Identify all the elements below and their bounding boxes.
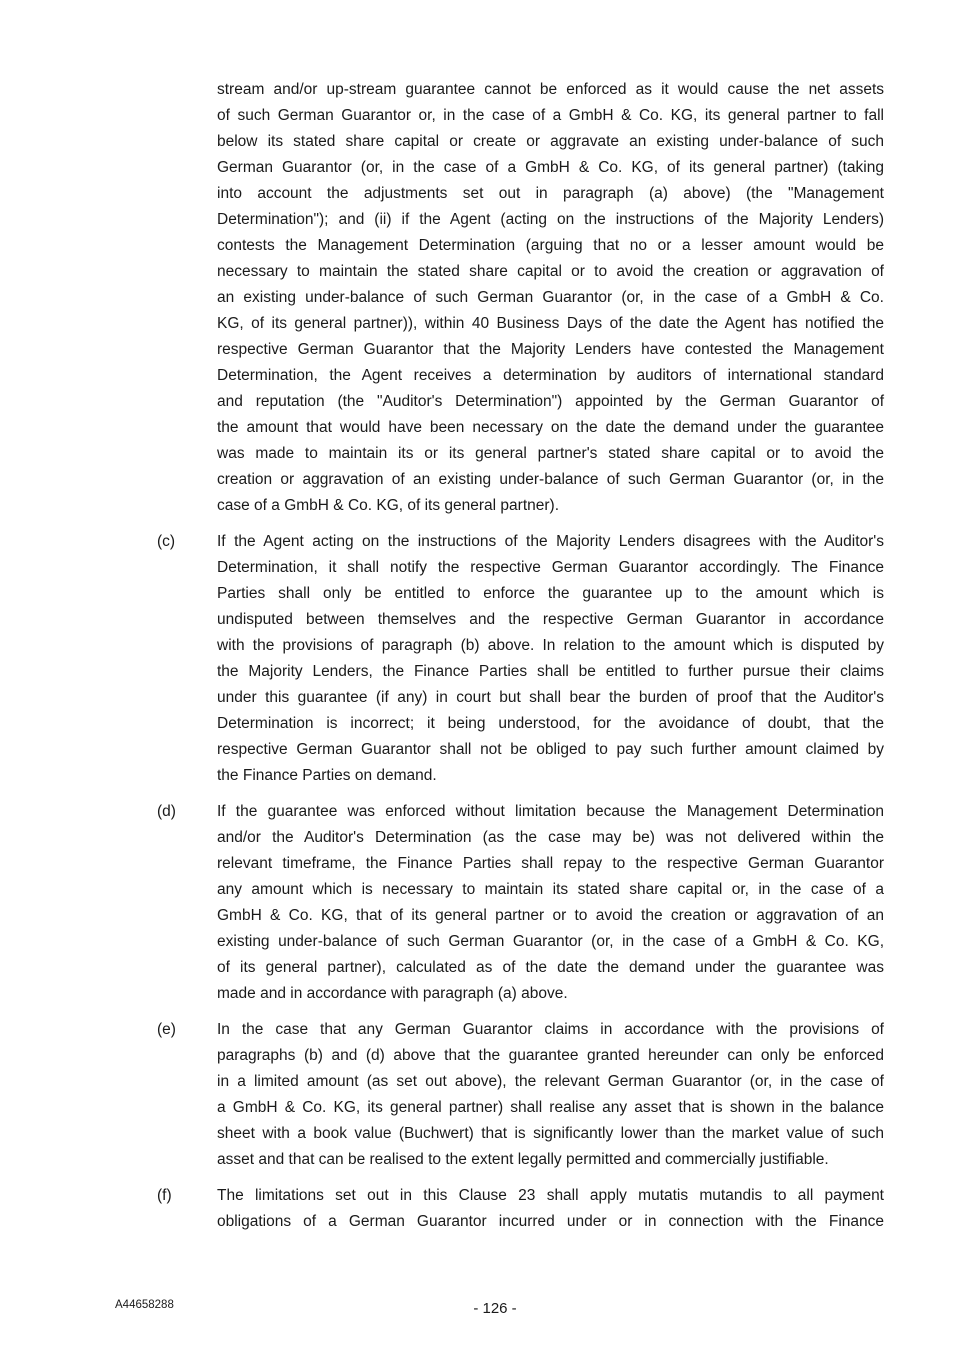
text-line: a GmbH & Co. KG, its general partner) shall realise any asset that is shown in the balance [217,1099,884,1116]
text-line: stream and/or up-stream guarantee cannot be enforced as it would cause the net assets [217,81,884,98]
text-line: asset and that can be realised to the extent legally permitted and commercially justifiable. [217,1151,829,1168]
text-line: in a limited amount (as set out above), the relevant German Guarantor (or, in the case of [217,1073,884,1090]
text-line: GmbH & Co. KG, that of its general partner or to avoid the creation or aggravation of an [217,907,884,924]
document-body [0,77,965,1245]
paragraph-label: (c) [157,533,176,550]
text-line: Determination, the Agent receives a determination by auditors of international standard [217,367,884,384]
clause-paragraph [0,1183,965,1235]
text-line: Determination"); and (ii) if the Agent (acting on the instructions of the Majority Lenders) [217,211,884,228]
text-line: relevant timeframe, the Finance Parties shall repay to the respective German Guarantor [217,855,884,872]
text-line: Determination is incorrect; it being understood, for the avoidance of doubt, that the [217,715,884,732]
text-line: below its stated share capital or create or aggravate an existing under-balance of such [217,133,884,150]
text-line: sheet with a book value (Buchwert) that is significantly lower than the market value of such [217,1125,884,1142]
text-line: In the case that any German Guarantor claims in accordance with the provisions of [217,1021,884,1038]
page-number: - 126 - [473,1300,517,1317]
text-line: with the provisions of paragraph (b) above. In relation to the amount which is disputed by [217,637,884,654]
text-line: the amount that would have been necessary on the date the demand under the guarantee [217,419,884,436]
text-line: under this guarantee (if any) in court but shall bear the burden of proof that the Auditor's [217,689,884,706]
text-line: necessary to maintain the stated share capital or to avoid the creation or aggravation of [217,263,884,280]
text-line: and/or the Auditor's Determination (as the case may be) was not delivered within the [217,829,884,846]
text-line: obligations of a German Guarantor incurred under or in connection with the Finance [217,1213,884,1230]
text-line: into account the adjustments set out in paragraph (a) above) (the "Management [217,185,884,202]
text-line: of such German Guarantor or, in the case of a GmbH & Co. KG, its general partner to fall [217,107,884,124]
text-line: contests the Management Determination (arguing that no or a lesser amount would be [217,237,884,254]
text-line: the Finance Parties on demand. [217,767,437,784]
text-line: undisputed between themselves and the respective German Guarantor in accordance [217,611,884,628]
text-line: Parties shall only be entitled to enforce the guarantee up to the amount which is [217,585,884,602]
paragraph-label: (e) [157,1021,176,1038]
clause-paragraph [0,799,965,1007]
clause-paragraph [0,77,965,519]
paragraph-label: (d) [157,803,176,820]
paragraph-label: (f) [157,1187,172,1204]
text-line: existing under-balance of such German Guarantor (or, in the case of a GmbH & Co. KG, [217,933,884,950]
text-line: respective German Guarantor shall not be obliged to pay such further amount claimed by [217,741,884,758]
text-line: an existing under-balance of such German Guarantor (or, in the case of a GmbH & Co. [217,289,884,306]
text-line: made and in accordance with paragraph (a) above. [217,985,568,1002]
text-line: the Majority Lenders, the Finance Parties shall be entitled to further pursue their claims [217,663,884,680]
text-line: respective German Guarantor that the Majority Lenders have contested the Management [217,341,884,358]
text-line: and reputation (the "Auditor's Determination") appointed by the German Guarantor of [217,393,884,410]
clause-paragraph [0,1017,965,1173]
clause-paragraph [0,529,965,789]
text-line: case of a GmbH & Co. KG, of its general partner). [217,497,560,514]
text-line: Determination, it shall notify the respective German Guarantor accordingly. The Finance [217,559,884,576]
text-line: any amount which is necessary to maintain its stated share capital or, in the case of a [217,881,884,898]
text-line: KG, of its general partner)), within 40 Business Days of the date the Agent has notified the [217,315,884,332]
text-line: If the Agent acting on the instructions of the Majority Lenders disagrees with the Auditor's [217,533,884,550]
text-line: of its general partner), calculated as of the date the demand under the guarantee was [217,959,884,976]
document-id: A44658288 [115,1299,174,1311]
text-line: German Guarantor (or, in the case of a GmbH & Co. KG, of its general partner) (taking [217,159,884,176]
text-line: The limitations set out in this Clause 23 shall apply mutatis mutandis to all payment [217,1187,884,1204]
text-line: creation or aggravation of an existing under-balance of such German Guarantor (or, in the [217,471,884,488]
text-line: If the guarantee was enforced without limitation because the Management Determination [217,803,884,820]
text-line: paragraphs (b) and (d) above that the guarantee granted hereunder can only be enforced [217,1047,884,1064]
text-line: was made to maintain its or its general partner's stated share capital or to avoid the [217,445,884,462]
